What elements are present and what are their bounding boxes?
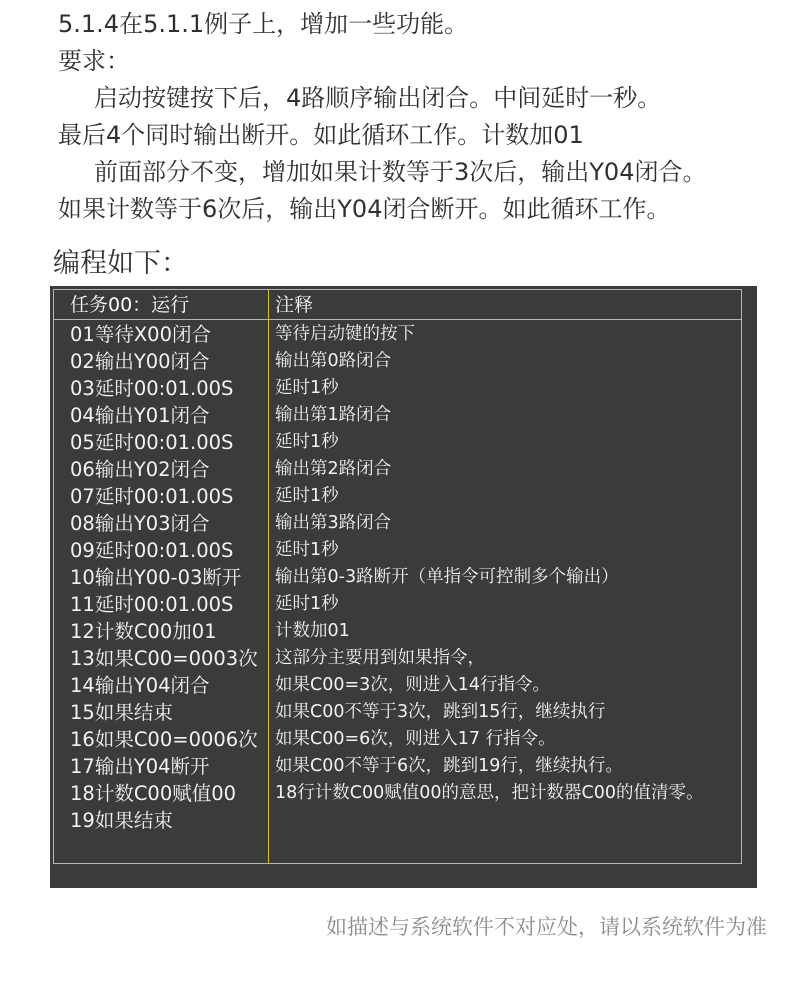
note-cell: 这部分主要用到如果指令， — [275, 648, 485, 668]
table-row — [54, 645, 741, 672]
note-cell: 如果C00不等于6次，跳到19行，继续执行。 — [275, 756, 623, 776]
note-cell: 计数加01 — [275, 621, 350, 641]
table-row — [54, 699, 741, 726]
table-row — [54, 780, 741, 807]
step-cell: 06输出Y02闭合 — [70, 458, 210, 481]
program-table — [53, 289, 742, 864]
step-cell: 04输出Y01闭合 — [70, 404, 210, 427]
note-cell: 等待启动键的按下 — [275, 324, 415, 344]
step-cell: 12计数C00加01 — [70, 620, 217, 643]
note-cell: 输出第0-3路断开（单指令可控制多个输出） — [275, 567, 619, 587]
table-row — [54, 348, 741, 375]
note-cell: 输出第2路闭合 — [275, 459, 392, 479]
note-cell: 输出第0路闭合 — [275, 351, 392, 371]
table-row — [54, 483, 741, 510]
table-row — [54, 753, 741, 780]
note-cell: 输出第3路闭合 — [275, 513, 392, 533]
intro-line: 最后4个同时输出断开。如此循环工作。计数加01 — [58, 121, 584, 149]
intro-line: 要求： — [58, 47, 130, 75]
table-row — [54, 618, 741, 645]
program-panel — [50, 286, 757, 888]
intro-line: 前面部分不变，增加如果计数等于3次后，输出Y04闭合。 — [94, 158, 707, 186]
step-cell: 18计数C00赋值00 — [70, 782, 237, 805]
step-cell: 15如果结束 — [70, 701, 173, 724]
table-rows — [54, 321, 741, 834]
step-cell: 07延时00:01.00S — [70, 485, 234, 508]
footer-note: 如描述与系统软件不对应处，请以系统软件为准 — [326, 915, 767, 939]
step-cell: 13如果C00=0003次 — [70, 647, 258, 670]
table-row — [54, 726, 741, 753]
table-row — [54, 456, 741, 483]
step-cell: 17输出Y04断开 — [70, 755, 210, 778]
header-divider — [54, 319, 741, 320]
note-cell: 延时1秒 — [275, 486, 339, 506]
step-cell: 09延时00:01.00S — [70, 539, 234, 562]
step-cell: 19如果结束 — [70, 809, 173, 832]
note-cell: 延时1秒 — [275, 432, 339, 452]
table-row — [54, 564, 741, 591]
step-cell: 11延时00:01.00S — [70, 593, 234, 616]
table-row — [54, 375, 741, 402]
note-cell: 如果C00=3次，则进入14行指令。 — [275, 675, 551, 695]
intro-line: 启动按键按下后，4路顺序输出闭合。中间延时一秒。 — [94, 84, 662, 112]
intro-line: 5.1.4在5.1.1例子上，增加一些功能。 — [58, 10, 469, 38]
table-row — [54, 672, 741, 699]
header-task: 任务00：运行 — [70, 294, 190, 316]
table-row — [54, 321, 741, 348]
step-cell: 03延时00:01.00S — [70, 377, 234, 400]
header-comment: 注释 — [275, 294, 314, 316]
note-cell: 延时1秒 — [275, 378, 339, 398]
note-cell: 延时1秒 — [275, 540, 339, 560]
table-row — [54, 537, 741, 564]
table-row — [54, 591, 741, 618]
table-row — [54, 429, 741, 456]
step-cell: 08输出Y03闭合 — [70, 512, 210, 535]
note-cell: 延时1秒 — [275, 594, 339, 614]
note-cell: 如果C00不等于3次，跳到15行，继续执行 — [275, 702, 606, 722]
step-cell: 02输出Y00闭合 — [70, 350, 210, 373]
note-cell: 输出第1路闭合 — [275, 405, 392, 425]
note-cell: 如果C00=6次，则进入17 行指令。 — [275, 729, 556, 749]
step-cell: 01等待X00闭合 — [70, 323, 211, 346]
step-cell: 10输出Y00-03断开 — [70, 566, 242, 589]
step-cell: 16如果C00=0006次 — [70, 728, 258, 751]
step-cell: 14输出Y04闭合 — [70, 674, 210, 697]
table-row — [54, 510, 741, 537]
table-row — [54, 402, 741, 429]
intro-line: 如果计数等于6次后，输出Y04闭合断开。如此循环工作。 — [58, 195, 671, 223]
intro-text — [58, 6, 778, 228]
program-heading: 编程如下： — [53, 248, 188, 279]
step-cell: 05延时00:01.00S — [70, 431, 234, 454]
table-row — [54, 807, 741, 834]
note-cell: 18行计数C00赋值00的意思，把计数器C00的值清零。 — [275, 783, 704, 803]
